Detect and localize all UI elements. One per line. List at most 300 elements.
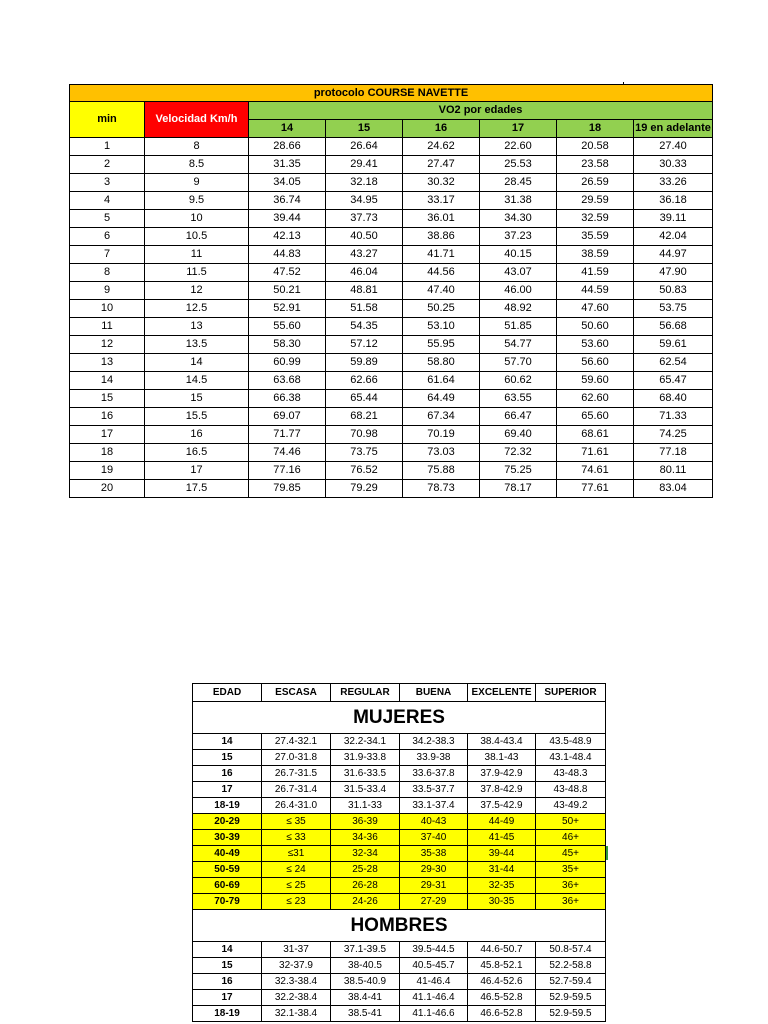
vo2-cell: 43.07 [480, 264, 557, 282]
vo2-cell: 43.27 [326, 246, 403, 264]
hombres-section-row [193, 910, 606, 942]
header-excelente: EXCELENTE [468, 684, 536, 702]
rating-cell: 33.5-37.7 [400, 782, 468, 798]
rating-cell: 33.9-38 [400, 750, 468, 766]
header-edad: EDAD [193, 684, 262, 702]
velocidad-cell: 9.5 [145, 192, 249, 210]
vo2-cell: 74.61 [557, 462, 634, 480]
table-row [70, 282, 713, 300]
rating-cell: 46.6-52.8 [468, 1006, 536, 1022]
rating-cell: 31.5-33.4 [331, 782, 400, 798]
vo2-cell: 42.04 [634, 228, 713, 246]
velocidad-cell: 12 [145, 282, 249, 300]
age-cell: 18-19 [193, 798, 262, 814]
min-cell: 5 [70, 210, 145, 228]
vo2-cell: 44.56 [403, 264, 480, 282]
vo2-cell: 68.40 [634, 390, 713, 408]
table-row [70, 192, 713, 210]
vo2-cell: 79.29 [326, 480, 403, 498]
rating-cell: 40-43 [400, 814, 468, 830]
header-superior: SUPERIOR [536, 684, 606, 702]
vo2-cell: 47.40 [403, 282, 480, 300]
min-cell: 19 [70, 462, 145, 480]
rating-cell: ≤31 [262, 846, 331, 862]
vo2-cell: 54.35 [326, 318, 403, 336]
table-row [193, 798, 606, 814]
vo2-cell: 26.59 [557, 174, 634, 192]
rating-cell: 31-44 [468, 862, 536, 878]
table-row [193, 942, 606, 958]
vo2-cell: 53.75 [634, 300, 713, 318]
min-cell: 12 [70, 336, 145, 354]
velocidad-cell: 15 [145, 390, 249, 408]
velocidad-cell: 10 [145, 210, 249, 228]
table-row [193, 958, 606, 974]
rating-cell: 32-34 [331, 846, 400, 862]
vo2-cell: 74.25 [634, 426, 713, 444]
vo2-cell: 75.25 [480, 462, 557, 480]
rating-cell: 46+ [536, 830, 606, 846]
vo2-cell: 36.74 [249, 192, 326, 210]
vo2-cell: 47.60 [557, 300, 634, 318]
table-row [193, 766, 606, 782]
vo2-cell: 50.21 [249, 282, 326, 300]
vo2-cell: 64.49 [403, 390, 480, 408]
vo2-cell: 47.52 [249, 264, 326, 282]
table-row [193, 1006, 606, 1022]
rating-cell: 45.8-52.1 [468, 958, 536, 974]
column-header-min: min [70, 102, 145, 138]
vo2-cell: 34.30 [480, 210, 557, 228]
vo2-cell: 37.73 [326, 210, 403, 228]
table-row [70, 174, 713, 192]
table-row [70, 300, 713, 318]
age-header: 17 [480, 120, 557, 138]
vo2-cell: 75.88 [403, 462, 480, 480]
vo2-cell: 33.26 [634, 174, 713, 192]
age-cell: 16 [193, 766, 262, 782]
rating-cell: ≤ 23 [262, 894, 331, 910]
vo2-cell: 66.38 [249, 390, 326, 408]
table-row [70, 264, 713, 282]
table-row [70, 372, 713, 390]
velocidad-cell: 14 [145, 354, 249, 372]
vo2-cell: 40.50 [326, 228, 403, 246]
velocidad-cell: 10.5 [145, 228, 249, 246]
rating-cell: ≤ 25 [262, 878, 331, 894]
age-cell: 15 [193, 750, 262, 766]
vo2-cell: 77.18 [634, 444, 713, 462]
rating-cell: 32-35 [468, 878, 536, 894]
rating-cell: 26.4-31.0 [262, 798, 331, 814]
age-header: 16 [403, 120, 480, 138]
vo2-cell: 61.64 [403, 372, 480, 390]
vo2-cell: 77.61 [557, 480, 634, 498]
velocidad-cell: 11 [145, 246, 249, 264]
table-row [193, 878, 606, 894]
age-cell: 20-29 [193, 814, 262, 830]
vo2-cell: 76.52 [326, 462, 403, 480]
vo2-cell: 78.73 [403, 480, 480, 498]
vo2-cell: 28.45 [480, 174, 557, 192]
rating-cell: 52.2-58.8 [536, 958, 606, 974]
vo2-cell: 62.54 [634, 354, 713, 372]
vo2-cell: 60.99 [249, 354, 326, 372]
table-row [193, 862, 606, 878]
vo2-cell: 59.89 [326, 354, 403, 372]
min-cell: 1 [70, 138, 145, 156]
rating-cell: 33.6-37.8 [400, 766, 468, 782]
mujeres-section-row [193, 702, 606, 734]
rating-cell: 43-48.3 [536, 766, 606, 782]
header-escasa: ESCASA [262, 684, 331, 702]
age-header: 19 en adelante [634, 120, 713, 138]
vo2-cell: 50.60 [557, 318, 634, 336]
vo2-cell: 48.81 [326, 282, 403, 300]
table-row [70, 354, 713, 372]
velocidad-cell: 17 [145, 462, 249, 480]
rating-cell: 38-40.5 [331, 958, 400, 974]
age-cell: 17 [193, 990, 262, 1006]
rating-cell: 46.4-52.6 [468, 974, 536, 990]
vo2-cell: 26.64 [326, 138, 403, 156]
course-navette-table [69, 84, 713, 498]
rating-cell: 39.5-44.5 [400, 942, 468, 958]
vo2-cell: 32.18 [326, 174, 403, 192]
vo2-cell: 50.83 [634, 282, 713, 300]
rating-cell: 45+ [536, 846, 606, 862]
table-row [70, 228, 713, 246]
age-cell: 30-39 [193, 830, 262, 846]
vo2-cell: 30.33 [634, 156, 713, 174]
table-row [193, 990, 606, 1006]
velocidad-cell: 17.5 [145, 480, 249, 498]
vo2-cell: 59.60 [557, 372, 634, 390]
rating-cell: 27.0-31.8 [262, 750, 331, 766]
vo2-cell: 28.66 [249, 138, 326, 156]
rating-cell: 32.1-38.4 [262, 1006, 331, 1022]
velocidad-cell: 9 [145, 174, 249, 192]
rating-cell: 32.2-38.4 [262, 990, 331, 1006]
min-cell: 6 [70, 228, 145, 246]
table-row [193, 846, 606, 862]
rating-cell: 41.1-46.4 [400, 990, 468, 1006]
vo2-cell: 42.13 [249, 228, 326, 246]
vo2-cell: 73.03 [403, 444, 480, 462]
table-row [70, 426, 713, 444]
vo2-cell: 60.62 [480, 372, 557, 390]
vo2-cell: 23.58 [557, 156, 634, 174]
vo2-cell: 46.04 [326, 264, 403, 282]
rating-cell: 32.3-38.4 [262, 974, 331, 990]
rating-cell: 32.2-34.1 [331, 734, 400, 750]
vo2-cell: 34.95 [326, 192, 403, 210]
vo2-cell: 38.59 [557, 246, 634, 264]
velocidad-cell: 8.5 [145, 156, 249, 174]
vo2-cell: 50.25 [403, 300, 480, 318]
vo2-cell: 39.44 [249, 210, 326, 228]
vo2-cell: 51.85 [480, 318, 557, 336]
vo2-cell: 57.12 [326, 336, 403, 354]
vo2-cell: 70.19 [403, 426, 480, 444]
vo2-cell: 72.32 [480, 444, 557, 462]
vo2-cell: 70.98 [326, 426, 403, 444]
rating-cell: 27.4-32.1 [262, 734, 331, 750]
rating-cell: ≤ 24 [262, 862, 331, 878]
vo2-cell: 54.77 [480, 336, 557, 354]
rating-cell: 39-44 [468, 846, 536, 862]
rating-cell: 31-37 [262, 942, 331, 958]
vo2-cell: 56.60 [557, 354, 634, 372]
column-header-velocidad: Velocidad Km/h [145, 102, 249, 138]
rating-cell: 52.9-59.5 [536, 990, 606, 1006]
vo2-rating-table [192, 683, 606, 1022]
rating-cell: 35-38 [400, 846, 468, 862]
velocidad-cell: 15.5 [145, 408, 249, 426]
age-cell: 16 [193, 974, 262, 990]
age-cell: 17 [193, 782, 262, 798]
velocidad-cell: 16.5 [145, 444, 249, 462]
table-row [70, 210, 713, 228]
table-title: protocolo COURSE NAVETTE [70, 85, 713, 102]
vo2-cell: 57.70 [480, 354, 557, 372]
vo2-cell: 29.59 [557, 192, 634, 210]
table-row [70, 480, 713, 498]
rating-cell: 25-28 [331, 862, 400, 878]
velocidad-cell: 16 [145, 426, 249, 444]
vo2-cell: 35.59 [557, 228, 634, 246]
vo2-cell: 47.90 [634, 264, 713, 282]
min-cell: 13 [70, 354, 145, 372]
vo2-cell: 27.47 [403, 156, 480, 174]
vo2-cell: 63.68 [249, 372, 326, 390]
table-row [193, 734, 606, 750]
rating-cell: 38.4-41 [331, 990, 400, 1006]
rating-cell: 50.8-57.4 [536, 942, 606, 958]
min-cell: 8 [70, 264, 145, 282]
vo2-cell: 33.17 [403, 192, 480, 210]
rating-cell: 36+ [536, 894, 606, 910]
rating-cell: ≤ 33 [262, 830, 331, 846]
age-header: 15 [326, 120, 403, 138]
vo2-cell: 71.33 [634, 408, 713, 426]
rating-cell: 31.1-33 [331, 798, 400, 814]
velocidad-cell: 12.5 [145, 300, 249, 318]
vo2-cell: 77.16 [249, 462, 326, 480]
rating-cell: 32-37.9 [262, 958, 331, 974]
vo2-cell: 71.77 [249, 426, 326, 444]
vo2-cell: 37.23 [480, 228, 557, 246]
vo2-cell: 40.15 [480, 246, 557, 264]
vo2-cell: 52.91 [249, 300, 326, 318]
min-cell: 2 [70, 156, 145, 174]
min-cell: 4 [70, 192, 145, 210]
table-row [193, 894, 606, 910]
velocidad-cell: 13.5 [145, 336, 249, 354]
vo2-cell: 32.59 [557, 210, 634, 228]
min-cell: 9 [70, 282, 145, 300]
vo2-cell: 65.44 [326, 390, 403, 408]
vo2-cell: 41.71 [403, 246, 480, 264]
rating-cell: 43-49.2 [536, 798, 606, 814]
table-row [193, 814, 606, 830]
velocidad-cell: 14.5 [145, 372, 249, 390]
table-row [70, 444, 713, 462]
table-row [70, 390, 713, 408]
vo2-cell: 58.80 [403, 354, 480, 372]
vo2-cell: 59.61 [634, 336, 713, 354]
green-edge-mark [606, 846, 608, 860]
vo2-cell: 68.61 [557, 426, 634, 444]
vo2-cell: 56.68 [634, 318, 713, 336]
age-cell: 18-19 [193, 1006, 262, 1022]
table-row [70, 318, 713, 336]
rating-cell: 29-30 [400, 862, 468, 878]
rating-cell: 27-29 [400, 894, 468, 910]
vo2-cell: 34.05 [249, 174, 326, 192]
rating-cell: 34.2-38.3 [400, 734, 468, 750]
rating-cell: 24-26 [331, 894, 400, 910]
age-cell: 70-79 [193, 894, 262, 910]
vo2-cell: 29.41 [326, 156, 403, 174]
age-header: 14 [249, 120, 326, 138]
vo2-cell: 55.60 [249, 318, 326, 336]
rating-cell: 43.1-48.4 [536, 750, 606, 766]
age-cell: 14 [193, 734, 262, 750]
vo2-cell: 51.58 [326, 300, 403, 318]
vo2-cell: 31.35 [249, 156, 326, 174]
rating-cell: 38.5-41 [331, 1006, 400, 1022]
vo2-cell: 62.66 [326, 372, 403, 390]
min-cell: 10 [70, 300, 145, 318]
rating-cell: 37.8-42.9 [468, 782, 536, 798]
vo2-cell: 83.04 [634, 480, 713, 498]
rating-cell: 26-28 [331, 878, 400, 894]
rating-cell: 36-39 [331, 814, 400, 830]
column-header-vo2: VO2 por edades [249, 102, 713, 120]
age-cell: 40-49 [193, 846, 262, 862]
min-cell: 7 [70, 246, 145, 264]
vo2-cell: 20.58 [557, 138, 634, 156]
vo2-cell: 55.95 [403, 336, 480, 354]
vo2-cell: 25.53 [480, 156, 557, 174]
vo2-cell: 41.59 [557, 264, 634, 282]
vo2-cell: 79.85 [249, 480, 326, 498]
vo2-cell: 80.11 [634, 462, 713, 480]
table-row [70, 156, 713, 174]
min-cell: 17 [70, 426, 145, 444]
rating-cell: 46.5-52.8 [468, 990, 536, 1006]
vo2-cell: 65.47 [634, 372, 713, 390]
vo2-cell: 22.60 [480, 138, 557, 156]
rating-cell: ≤ 35 [262, 814, 331, 830]
vo2-cell: 73.75 [326, 444, 403, 462]
rating-cell: 31.9-33.8 [331, 750, 400, 766]
mujeres-section-title: MUJERES [193, 702, 606, 734]
rating-cell: 38.5-40.9 [331, 974, 400, 990]
rating-cell: 38.1-43 [468, 750, 536, 766]
velocidad-cell: 11.5 [145, 264, 249, 282]
rating-cell: 52.7-59.4 [536, 974, 606, 990]
rating-cell: 29-31 [400, 878, 468, 894]
min-cell: 16 [70, 408, 145, 426]
vo2-cell: 30.32 [403, 174, 480, 192]
vo2-cell: 62.60 [557, 390, 634, 408]
age-cell: 50-59 [193, 862, 262, 878]
min-cell: 11 [70, 318, 145, 336]
vo2-cell: 65.60 [557, 408, 634, 426]
rating-cell: 37.9-42.9 [468, 766, 536, 782]
vo2-cell: 74.46 [249, 444, 326, 462]
vo2-cell: 53.10 [403, 318, 480, 336]
vo2-cell: 63.55 [480, 390, 557, 408]
vo2-cell: 36.18 [634, 192, 713, 210]
vo2-cell: 67.34 [403, 408, 480, 426]
rating-cell: 37.1-39.5 [331, 942, 400, 958]
rating-cell: 30-35 [468, 894, 536, 910]
vo2-cell: 44.59 [557, 282, 634, 300]
table-row [70, 408, 713, 426]
table-row [193, 974, 606, 990]
header-buena: BUENA [400, 684, 468, 702]
vo2-cell: 66.47 [480, 408, 557, 426]
rating-cell: 40.5-45.7 [400, 958, 468, 974]
min-cell: 15 [70, 390, 145, 408]
rating-cell: 44.6-50.7 [468, 942, 536, 958]
age-cell: 14 [193, 942, 262, 958]
vo2-cell: 71.61 [557, 444, 634, 462]
min-cell: 20 [70, 480, 145, 498]
rating-cell: 26.7-31.4 [262, 782, 331, 798]
age-header: 18 [557, 120, 634, 138]
vo2-cell: 27.40 [634, 138, 713, 156]
vo2-cell: 78.17 [480, 480, 557, 498]
rating-cell: 44-49 [468, 814, 536, 830]
velocidad-cell: 13 [145, 318, 249, 336]
rating-cell: 41.1-46.6 [400, 1006, 468, 1022]
rating-cell: 38.4-43.4 [468, 734, 536, 750]
vo2-cell: 38.86 [403, 228, 480, 246]
table-row [193, 782, 606, 798]
rating-cell: 37.5-42.9 [468, 798, 536, 814]
vo2-cell: 69.07 [249, 408, 326, 426]
rating-header-row [193, 684, 606, 702]
rating-cell: 41-46.4 [400, 974, 468, 990]
rating-cell: 34-36 [331, 830, 400, 846]
vo2-cell: 24.62 [403, 138, 480, 156]
table-row [193, 830, 606, 846]
vo2-cell: 53.60 [557, 336, 634, 354]
rating-cell: 35+ [536, 862, 606, 878]
rating-cell: 43.5-48.9 [536, 734, 606, 750]
table-row [70, 138, 713, 156]
rating-cell: 50+ [536, 814, 606, 830]
vo2-cell: 48.92 [480, 300, 557, 318]
vo2-cell: 44.83 [249, 246, 326, 264]
rating-cell: 36+ [536, 878, 606, 894]
age-cell: 15 [193, 958, 262, 974]
rating-cell: 33.1-37.4 [400, 798, 468, 814]
vo2-cell: 31.38 [480, 192, 557, 210]
rating-cell: 26.7-31.5 [262, 766, 331, 782]
header-regular: REGULAR [331, 684, 400, 702]
min-cell: 3 [70, 174, 145, 192]
vo2-cell: 44.97 [634, 246, 713, 264]
table-row [70, 462, 713, 480]
rating-cell: 31.6-33.5 [331, 766, 400, 782]
rating-cell: 43-48.8 [536, 782, 606, 798]
velocidad-cell: 8 [145, 138, 249, 156]
